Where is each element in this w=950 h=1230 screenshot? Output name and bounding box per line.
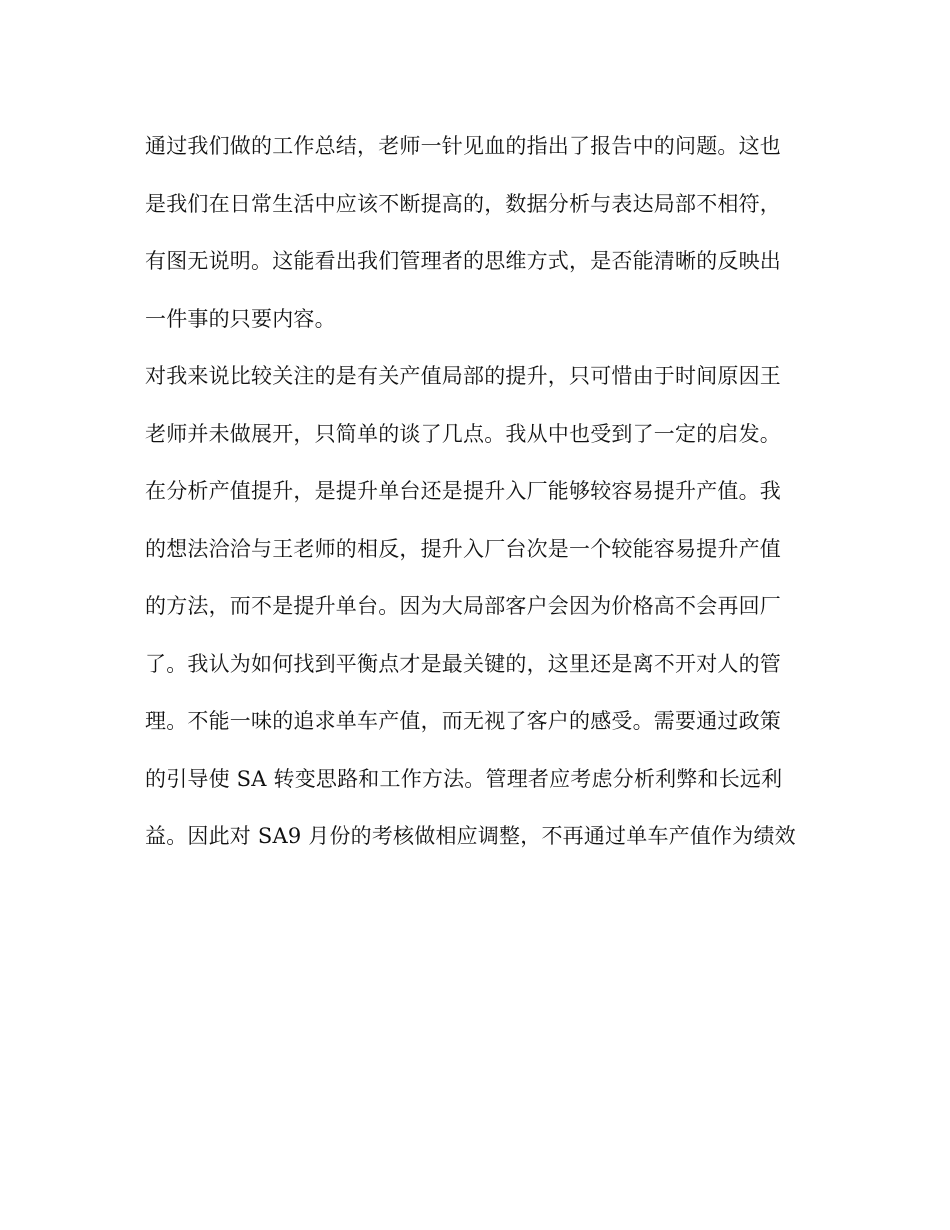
text-line-5: 对我来说比较关注的是有关产值局部的提升，只可惜由于时间原因王: [145, 364, 781, 388]
text-line-13: 益。因此对 SA9 月份的考核做相应调整，不再通过单车产值作为绩效: [145, 824, 796, 848]
text-line-8: 的想法洽洽与王老师的相反，提升入厂台次是一个较能容易提升产值: [145, 536, 781, 561]
text-line-11: 理。不能一味的追求单车产值，而无视了客户的感受。需要通过政策: [145, 709, 781, 733]
body-text: [145, 118, 805, 866]
text-line-3: 有图无说明。这能看出我们管理者的思维方式，是否能清晰的反映出: [145, 249, 781, 273]
text-line-7: 在分析产值提升，是提升单台还是提升入厂能够较容易提升产值。我: [145, 479, 781, 503]
text-line-2: 是我们在日常生活中应该不断提高的，数据分析与表达局部不相符，: [145, 191, 781, 216]
text-line-12: 的引导使 SA 转变思路和工作方法。管理者应考虑分析利弊和长远利: [145, 766, 783, 791]
text-line-9: 的方法，而不是提升单台。因为大局部客户会因为价格高不会再回厂: [145, 594, 781, 618]
text-line-6: 老师并未做展开，只简单的谈了几点。我从中也受到了一定的启发。: [145, 421, 781, 446]
text-line-4: 一件事的只要内容。: [145, 306, 336, 331]
text-line-1: 通过我们做的工作总结，老师一针见血的指出了报告中的问题。这也: [145, 134, 781, 158]
text-line-10: 了。我认为如何找到平衡点才是最关键的，这里还是离不开对人的管: [145, 651, 781, 676]
